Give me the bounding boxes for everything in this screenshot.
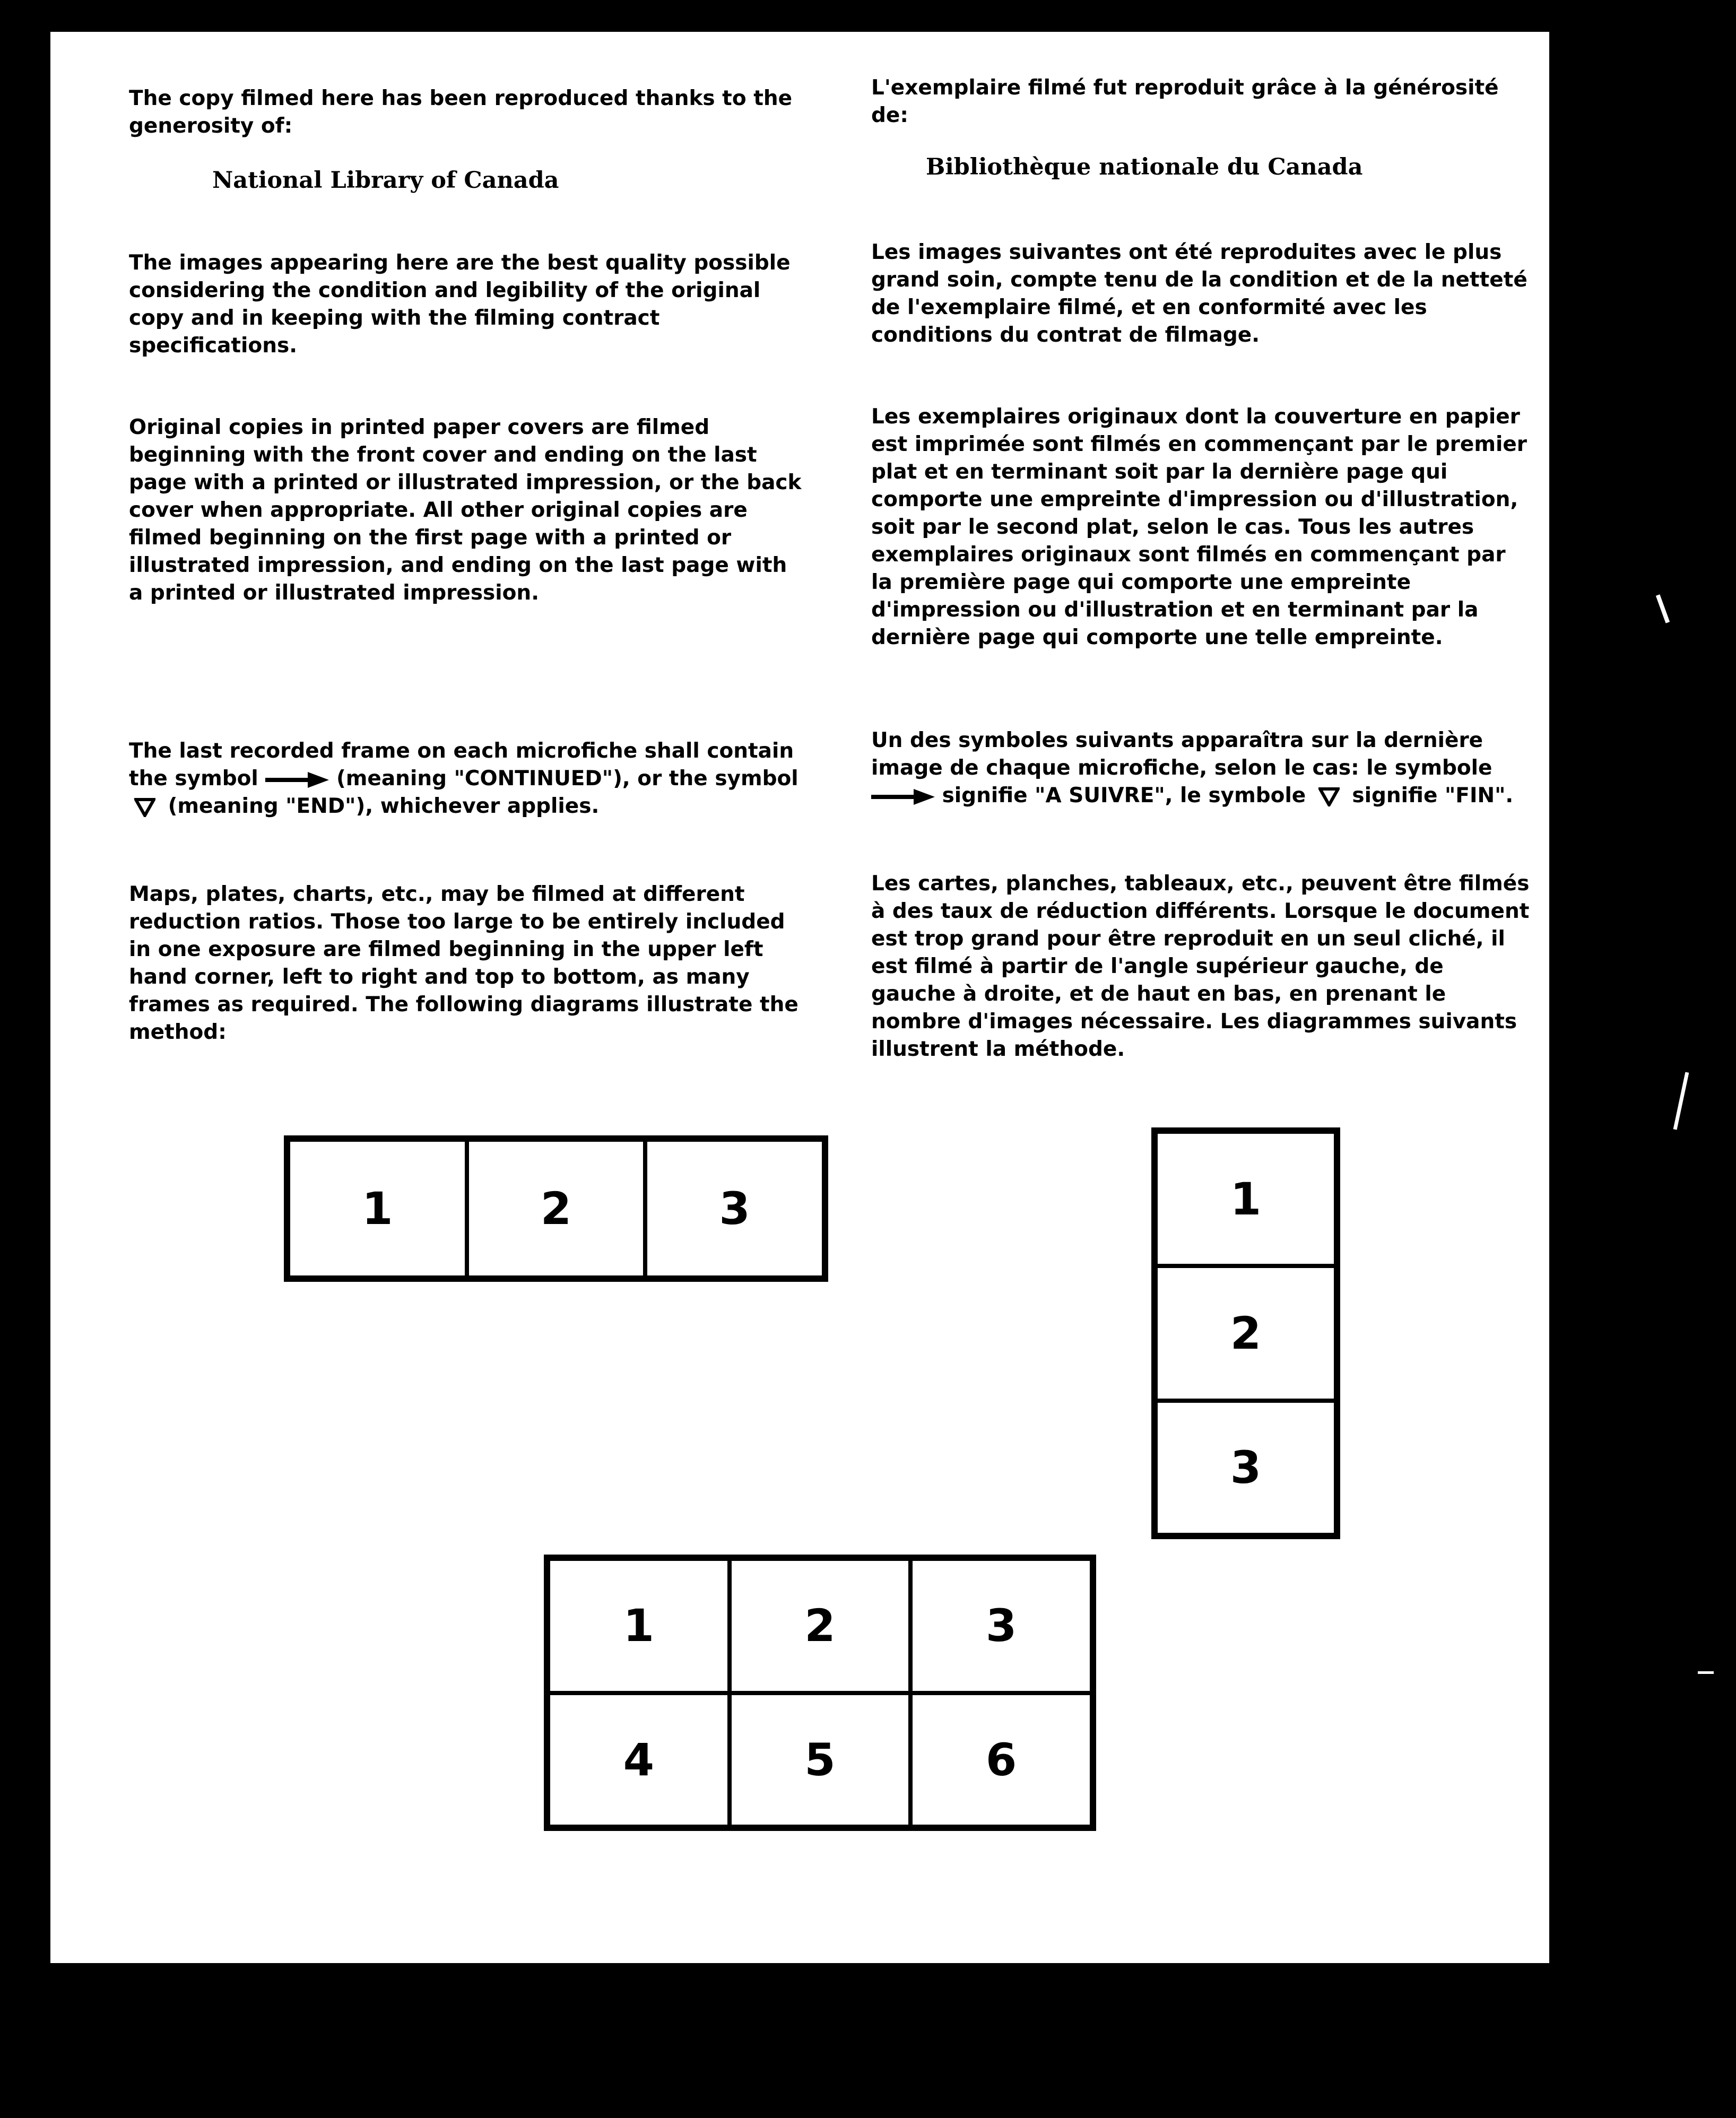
quality-paragraph-fr: Les images suivantes ont été reproduites avec le plus grand soin, compte tenu de la condition et de la netteté de l'exemplaire filmé, et en conformité avec les conditions du contrat de filmage. [871,240,1527,347]
frame-cell: 3 [1156,1401,1336,1535]
institution-en: National Library of Canada [212,167,559,194]
symbols-fr-part1: Un des symboles suivants apparaîtra sur la dernière image de chaque microfiche, selon le cas: le symbole [871,728,1492,780]
filming-notice-sheet [50,32,1549,1963]
symbols-paragraph-en [129,737,803,820]
covers-text-fr [871,403,1532,652]
frame-cell: 2 [467,1140,646,1278]
covers-paragraph-en: Original copies in printed paper covers are filmed beginning with the front cover and ending on the last page with a printed or illustrated impression, or the back cover when appropriate. All other original copies are filmed beginning on the first page with a printed or illustrated impression, and ending on the last page with a printed or illustrated impression. [129,415,802,605]
frame-cell: 2 [730,1559,911,1693]
frame-cell: 6 [910,1693,1092,1827]
symbols-en-part1: The last recorded frame on each microfiche shall contain the symbol [129,739,794,791]
continued-arrow-icon [265,772,329,788]
vertical-frames-diagram [1151,1127,1340,1539]
scan-speck [1673,1072,1689,1130]
right-intro [871,74,1532,129]
quality-paragraph-en: The images appearing here are the best quality possible considering the condition and legibility of the original copy and in keeping with the filming contract specifications. [129,251,791,358]
a-suivre-arrow-icon [871,789,935,805]
maps-paragraph-fr: Les cartes, planches, tableaux, etc., peuvent être filmés à des taux de réduction différents. Lorsque le document est trop grand pour être reproduit en un seul cliché, il est filmé à partir de l'angle supérieur gauche, de gauche à droite, et de haut en bas, en prenant le nombre d'images nécessaire. Les diagrammes suivants illustrent la méthode. [871,872,1530,1061]
horizontal-frames-diagram [284,1135,828,1282]
symbols-fr-part2: signifie "A SUIVRE", le symbole [942,784,1306,808]
frame-cell: 2 [1156,1266,1336,1400]
frame-cell: 1 [288,1140,467,1278]
maps-text-en [129,881,803,1046]
symbols-paragraph-fr [871,727,1532,810]
covers-paragraph-fr: Les exemplaires originaux dont la couverture en papier est imprimée sont filmés en commençant par le premier plat et en terminant soit par la dernière page qui comporte une empreinte d'impression ou d'illustration, soit par le second plat, selon le cas. Tous les autres exemplaires originaux sont filmés en commençant par la première page qui comporte une empreinte d'impression ou d'illustration et en terminant par la dernière page qui comporte une telle empreinte. [871,405,1527,649]
fin-triangle-icon [1318,787,1340,806]
intro-text-fr: L'exemplaire filmé fut reproduit grâce à la générosité de: [871,76,1499,127]
frame-cell: 1 [548,1559,730,1693]
scan-speck [1698,1671,1714,1674]
end-triangle-icon [134,798,155,817]
frame-cell: 1 [1156,1132,1336,1266]
symbols-text-fr [871,727,1532,810]
institution-fr: Bibliothèque nationale du Canada [926,154,1363,180]
symbols-fr-part3: signifie "FIN". [1352,784,1514,808]
scan-speck [1656,594,1670,623]
symbols-text-en [129,737,803,820]
frame-cell: 3 [910,1559,1092,1693]
maps-paragraph-en: Maps, plates, charts, etc., may be filmed at different reduction ratios. Those too large to be entirely included in one exposure are filmed beginning in the upper left hand corner, left to right and top to bottom, as many frames as required. The following diagrams illustrate the method: [129,882,798,1044]
symbols-en-part2: (meaning "CONTINUED"), or the symbol [336,767,798,791]
intro-text-en: The copy filmed here has been reproduced thanks to the generosity of: [129,86,793,138]
symbols-en-part3: (meaning "END"), whichever applies. [168,794,600,818]
frame-cell: 5 [730,1693,911,1827]
maps-text-fr [871,870,1532,1063]
grid-frames-diagram [544,1555,1096,1831]
frame-cell: 3 [645,1140,824,1278]
covers-text-en [129,414,803,607]
left-intro [129,85,803,140]
frame-cell: 4 [548,1693,730,1827]
quality-text-en [129,249,803,360]
quality-text-fr [871,239,1532,349]
